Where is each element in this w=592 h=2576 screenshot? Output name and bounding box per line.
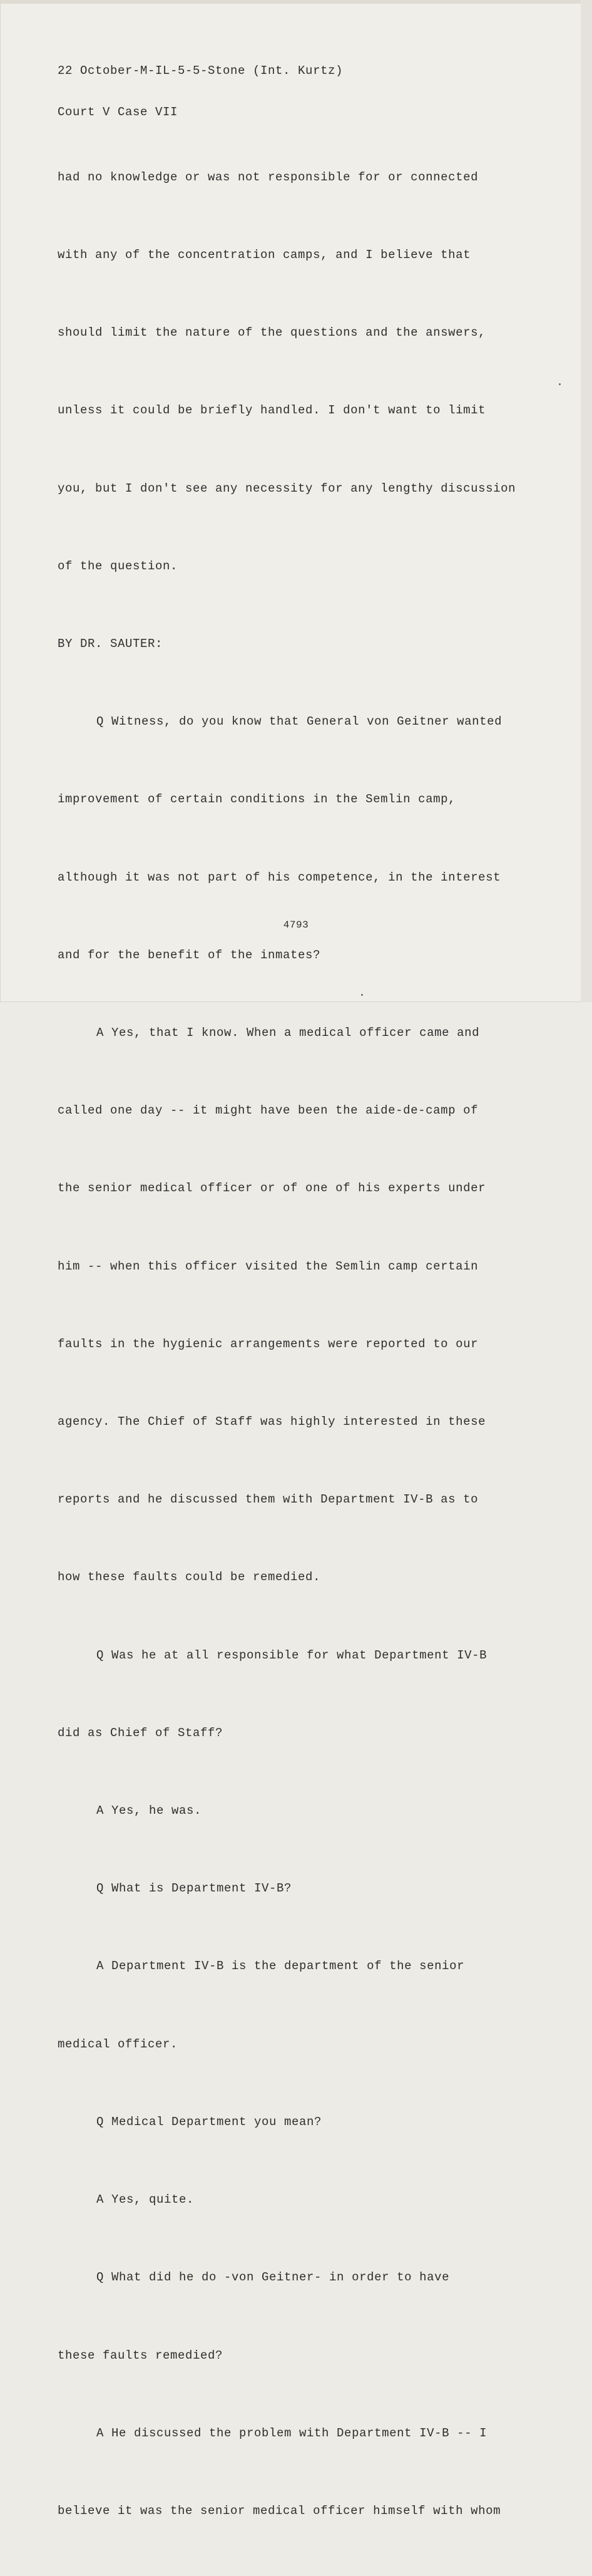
transcript-line: had no knowledge or was not responsible for or connected [58,170,479,184]
transcript-line: and for the benefit of the inmates? [58,948,321,962]
question-line: Q Medical Department you mean? [96,2114,322,2129]
question-line: Q What did he do -von Geitner- in order to have [96,2270,450,2285]
transcript-line: did as Chief of Staff? [58,1725,223,1740]
transcript-line: the senior medical officer or of one of his experts under [58,1181,486,1196]
answer-line: A Department IV-B is the department of the senior [96,1959,465,1973]
header-line-1: 22 October-M-IL-5-5-Stone (Int. Kurtz) [58,64,344,78]
transcript-line: these faults remedied? [58,2348,223,2362]
transcript-line: should limit the nature of the questions and the answers, [58,326,486,340]
answer-line: A Yes, he was. [96,1804,202,1818]
speaker-heading: BY DR. SAUTER: [58,637,163,651]
transcript-body [58,113,516,2576]
transcript-line: faults in the hygienic arrangements were reported to our [58,1337,479,1351]
transcript-line: reports and he discussed them with Department IV-B as to [58,1492,479,1507]
transcript-line: believe it was the senior medical officer himself with whom [58,2503,501,2518]
paper-speck [361,994,363,996]
question-line: Q Witness, do you know that General von Geitner wanted [96,715,503,729]
header-line-2: Court V Case VII [58,105,178,119]
question-line: Q What is Department IV-B? [96,1881,292,1896]
answer-line: A He discussed the problem with Department IV-B -- I [96,2426,487,2440]
transcript-line: agency. The Chief of Staff was highly interested in these [58,1415,486,1429]
transcript-line: him -- when this officer visited the Semlin camp certain [58,1259,479,1273]
paper-top-edge [0,0,592,4]
question-line: Q Was he at all responsible for what Department IV-B [96,1648,487,1662]
paper-right-edge [581,0,592,1002]
transcript-line: with any of the concentration camps, and I believe that [58,248,471,262]
transcript-line: called one day -- it might have been the aide-de-camp of [58,1104,479,1118]
transcript-line: unless it could be briefly handled. I don't want to limit [58,403,486,418]
transcript-line: how these faults could be remedied. [58,1570,321,1585]
transcript-line: of the question. [58,559,178,573]
paper-speck [559,383,561,385]
transcript-line: although it was not part of his competence, in the interest [58,870,501,884]
answer-line: A Yes, that I know. When a medical officer came and [96,1026,480,1040]
page-number: 4793 [283,919,309,931]
transcript-line: improvement of certain conditions in the Semlin camp, [58,792,456,807]
transcript-line: medical officer. [58,2037,178,2051]
answer-line: A Yes, quite. [96,2193,195,2207]
transcript-line: you, but I don't see any necessity for any lengthy discussion [58,481,516,495]
